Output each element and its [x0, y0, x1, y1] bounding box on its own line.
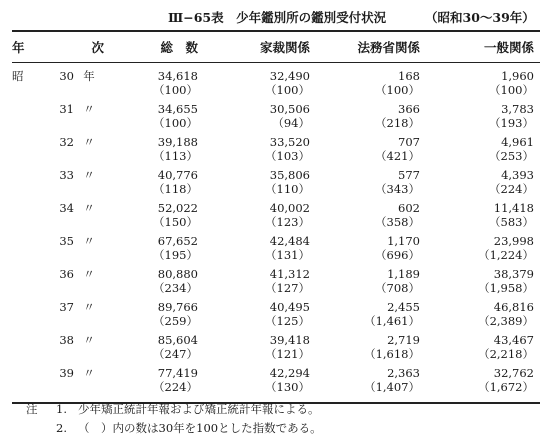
note-number: 1. — [56, 402, 67, 416]
family-court-cell-value: 40,495 — [269, 300, 310, 314]
total-cell-value: 39,188 — [157, 135, 198, 149]
total-cell-index: （224） — [153, 380, 198, 394]
total-cell-value: 85,604 — [157, 333, 198, 347]
justice-ministry-cell-index: （696） — [375, 248, 420, 262]
family-court-cell — [204, 63, 316, 103]
total-cell-index: （113） — [153, 149, 198, 163]
header-row — [12, 31, 540, 63]
family-court-cell — [204, 135, 316, 168]
table-row — [12, 300, 540, 333]
justice-ministry-cell-value: 707 — [398, 135, 420, 149]
total-cell — [104, 63, 204, 103]
total-cell-index: （195） — [153, 248, 198, 262]
table-title-era-range: （昭和30〜39年） — [425, 10, 535, 25]
total-cell-index: （259） — [153, 314, 198, 328]
header-year-left: 年 — [12, 31, 40, 63]
general-cell-index: （253） — [489, 149, 534, 163]
justice-ministry-cell — [316, 201, 426, 234]
justice-ministry-cell-index: （421） — [375, 149, 420, 163]
family-court-cell — [204, 234, 316, 267]
general-cell — [426, 168, 540, 201]
family-court-cell-value: 35,806 — [269, 168, 310, 182]
total-cell — [104, 267, 204, 300]
general-cell-value: 32,762 — [493, 366, 534, 380]
general-cell-value: 11,418 — [493, 201, 534, 215]
family-court-cell-index: （121） — [265, 347, 310, 361]
table-row — [12, 102, 540, 135]
general-cell-value: 4,393 — [501, 168, 534, 182]
year-cell: 39 — [40, 366, 74, 403]
total-cell-value: 52,022 — [157, 201, 198, 215]
general-cell-value: 4,961 — [501, 135, 534, 149]
family-court-cell — [204, 300, 316, 333]
general-cell — [426, 63, 540, 103]
total-cell-value: 34,655 — [157, 102, 198, 116]
family-court-cell-value: 30,506 — [269, 102, 310, 116]
justice-ministry-cell-index: （358） — [375, 215, 420, 229]
notes-label: 注 — [26, 402, 38, 416]
family-court-cell-index: （131） — [265, 248, 310, 262]
family-court-cell-value: 39,418 — [269, 333, 310, 347]
general-cell — [426, 135, 540, 168]
year-mark-cell: 年 — [83, 69, 95, 83]
total-cell-index: （118） — [153, 182, 198, 196]
justice-ministry-cell — [316, 300, 426, 333]
general-cell-value: 43,467 — [493, 333, 534, 347]
reception-table — [12, 30, 540, 404]
family-court-cell-value: 32,490 — [269, 69, 310, 83]
family-court-cell-index: （103） — [265, 149, 310, 163]
general-cell-value: 46,816 — [493, 300, 534, 314]
justice-ministry-cell — [316, 234, 426, 267]
table-title-main: Ⅲ−65表 少年鑑別所の鑑別受付状況 — [168, 10, 387, 25]
justice-ministry-cell-value: 2,719 — [387, 333, 420, 347]
total-cell — [104, 135, 204, 168]
header-year-right: 次 — [74, 31, 104, 63]
family-court-cell — [204, 201, 316, 234]
year-mark-cell: 〃 — [83, 102, 95, 116]
family-court-cell — [204, 168, 316, 201]
general-cell-index: （1,958） — [478, 281, 534, 295]
justice-ministry-cell — [316, 333, 426, 366]
total-cell-index: （247） — [153, 347, 198, 361]
year-cell: 33 — [59, 168, 74, 182]
family-court-cell-index: （125） — [265, 314, 310, 328]
total-cell-value: 67,652 — [157, 234, 198, 248]
year-mark-cell: 〃 — [83, 333, 95, 347]
table-row — [12, 333, 540, 366]
total-cell-value: 77,419 — [157, 366, 198, 380]
family-court-cell-value: 42,484 — [269, 234, 310, 248]
table-row — [12, 135, 540, 168]
justice-ministry-cell-index: （1,407） — [364, 380, 420, 394]
header-total: 総 数 — [104, 31, 204, 63]
era-cell — [12, 333, 40, 366]
era-cell: 昭 — [12, 69, 24, 83]
justice-ministry-cell-value: 577 — [398, 168, 420, 182]
general-cell — [426, 267, 540, 300]
justice-ministry-cell-index: （100） — [375, 83, 420, 97]
general-cell-value: 38,379 — [493, 267, 534, 281]
total-cell-index: （150） — [153, 215, 198, 229]
general-cell-index: （583） — [489, 215, 534, 229]
era-cell — [12, 168, 40, 201]
justice-ministry-cell-value: 2,363 — [387, 366, 420, 380]
general-cell-index: （193） — [489, 116, 534, 130]
total-cell-value: 89,766 — [157, 300, 198, 314]
general-cell — [426, 201, 540, 234]
justice-ministry-cell — [316, 267, 426, 300]
total-cell — [104, 201, 204, 234]
general-cell-value: 3,783 — [501, 102, 534, 116]
note-text: （ ）内の数は30年を100とした指数である。 — [78, 421, 322, 435]
general-cell-index: （2,218） — [478, 347, 534, 361]
general-cell-index: （100） — [489, 83, 534, 97]
header-family-court: 家裁関係 — [204, 31, 316, 63]
year-mark-cell: 〃 — [74, 366, 104, 403]
year-cell: 32 — [59, 135, 74, 149]
justice-ministry-cell-value: 1,189 — [387, 267, 420, 281]
total-cell-index: （234） — [153, 281, 198, 295]
justice-ministry-cell-value: 1,170 — [387, 234, 420, 248]
justice-ministry-cell — [316, 135, 426, 168]
justice-ministry-cell-index: （1,461） — [364, 314, 420, 328]
justice-ministry-cell-value: 366 — [398, 102, 420, 116]
total-cell — [104, 102, 204, 135]
year-mark-cell: 〃 — [83, 135, 95, 149]
family-court-cell-value: 33,520 — [269, 135, 310, 149]
era-cell — [12, 102, 40, 135]
total-cell-value: 34,618 — [157, 69, 198, 83]
table-row — [12, 63, 540, 103]
header-general: 一般関係 — [426, 31, 540, 63]
table-row — [12, 234, 540, 267]
year-mark-cell: 〃 — [83, 201, 95, 215]
era-cell — [12, 135, 40, 168]
year-mark-cell: 〃 — [83, 267, 95, 281]
table-row — [12, 267, 540, 300]
justice-ministry-cell — [316, 63, 426, 103]
family-court-cell — [204, 333, 316, 366]
total-cell-index: （100） — [153, 116, 198, 130]
justice-ministry-cell — [316, 102, 426, 135]
table-title — [0, 8, 548, 26]
header-justice-ministry: 法務省関係 — [316, 31, 426, 63]
total-cell-value: 40,776 — [157, 168, 198, 182]
total-cell — [104, 234, 204, 267]
general-cell-value: 23,998 — [493, 234, 534, 248]
general-cell-index: （1,224） — [478, 248, 534, 262]
family-court-cell-index: （100） — [265, 83, 310, 97]
era-cell — [12, 267, 40, 300]
table-row — [12, 366, 540, 403]
year-cell: 31 — [59, 102, 74, 116]
year-cell: 34 — [59, 201, 74, 215]
note-text: 少年矯正統計年報および矯正統計年報による。 — [78, 402, 320, 416]
year-cell: 38 — [59, 333, 74, 347]
general-cell-index: （224） — [489, 182, 534, 196]
justice-ministry-cell — [316, 168, 426, 201]
family-court-cell-index: （130） — [265, 380, 310, 394]
era-cell — [12, 201, 40, 234]
total-cell — [104, 300, 204, 333]
general-cell — [426, 300, 540, 333]
general-cell — [426, 366, 540, 403]
general-cell — [426, 234, 540, 267]
table-row — [12, 201, 540, 234]
year-mark-cell: 〃 — [83, 234, 95, 248]
justice-ministry-cell-value: 2,455 — [387, 300, 420, 314]
general-cell-index: （1,672） — [478, 380, 534, 394]
family-court-cell-index: （94） — [272, 116, 310, 130]
era-cell — [12, 366, 40, 403]
family-court-cell — [204, 267, 316, 300]
total-cell — [104, 333, 204, 366]
year-cell: 35 — [59, 234, 74, 248]
total-cell — [104, 366, 204, 403]
family-court-cell-index: （123） — [265, 215, 310, 229]
total-cell-value: 80,880 — [157, 267, 198, 281]
general-cell-value: 1,960 — [501, 69, 534, 83]
justice-ministry-cell-index: （1,618） — [364, 347, 420, 361]
general-cell-index: （2,389） — [478, 314, 534, 328]
justice-ministry-cell-value: 168 — [398, 69, 420, 83]
family-court-cell-value: 42,294 — [269, 366, 310, 380]
era-cell — [12, 300, 40, 333]
general-cell — [426, 102, 540, 135]
note-number: 2. — [56, 421, 67, 435]
year-cell: 36 — [59, 267, 74, 281]
justice-ministry-cell-index: （343） — [375, 182, 420, 196]
family-court-cell-value: 40,002 — [269, 201, 310, 215]
family-court-cell-index: （110） — [265, 182, 310, 196]
justice-ministry-cell-value: 602 — [398, 201, 420, 215]
year-mark-cell: 〃 — [83, 168, 95, 182]
justice-ministry-cell-index: （708） — [375, 281, 420, 295]
table-row — [12, 168, 540, 201]
family-court-cell — [204, 366, 316, 403]
total-cell — [104, 168, 204, 201]
family-court-cell-index: （127） — [265, 281, 310, 295]
justice-ministry-cell-index: （218） — [375, 116, 420, 130]
family-court-cell-value: 41,312 — [269, 267, 310, 281]
general-cell — [426, 333, 540, 366]
year-mark-cell: 〃 — [83, 300, 95, 314]
family-court-cell — [204, 102, 316, 135]
justice-ministry-cell — [316, 366, 426, 403]
total-cell-index: （100） — [153, 83, 198, 97]
year-cell: 30 — [59, 69, 74, 83]
year-cell: 37 — [59, 300, 74, 314]
era-cell — [12, 234, 40, 267]
